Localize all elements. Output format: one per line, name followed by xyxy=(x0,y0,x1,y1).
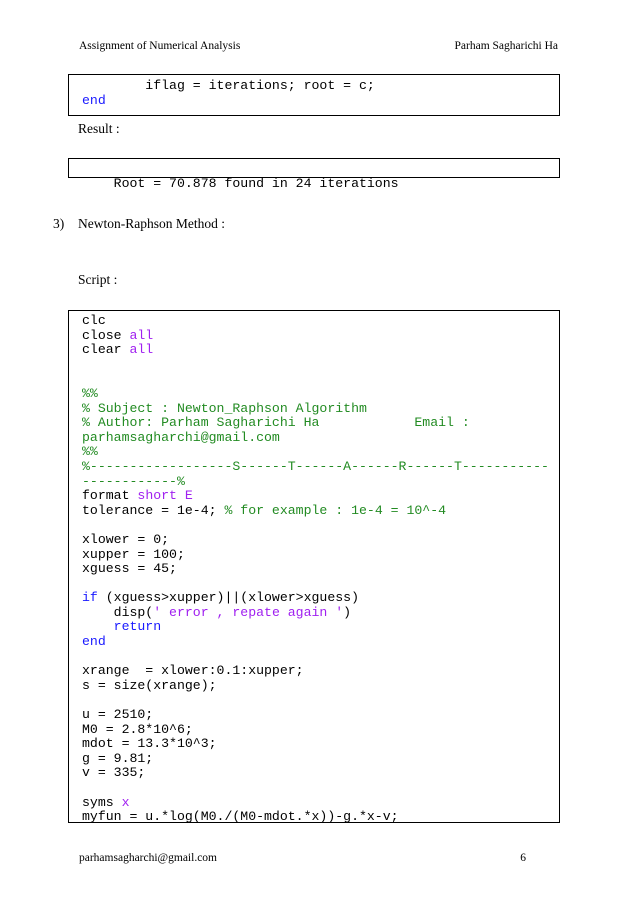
code-token: iflag = iterations; root = c; xyxy=(82,78,375,93)
code-line xyxy=(82,358,559,373)
code-token: %% xyxy=(82,385,98,401)
code-line xyxy=(82,533,559,548)
code-token: xlower = 0; xyxy=(82,531,170,547)
code-token: end xyxy=(82,92,106,108)
code-line xyxy=(82,548,559,563)
code-line xyxy=(82,562,559,577)
script-label: Script : xyxy=(78,272,118,287)
code-token: x xyxy=(121,794,130,810)
code-token: xrange = xlower:0.1:xupper; xyxy=(82,663,304,679)
header-title: Assignment of Numerical Analysis xyxy=(79,40,241,52)
code-line xyxy=(82,679,559,694)
code-token: tolerance = 1e-4; xyxy=(82,502,225,518)
code-token: mdot = 13.3*10^3; xyxy=(82,736,217,752)
code-line xyxy=(82,489,559,504)
code-token: g = 9.81; xyxy=(82,750,154,766)
code-token: xupper = 100; xyxy=(82,546,185,562)
code-line xyxy=(82,781,559,796)
code-line xyxy=(82,416,559,431)
code-token: short E xyxy=(137,488,193,504)
code-line xyxy=(82,387,559,402)
code-line xyxy=(82,577,559,592)
result-label: Result : xyxy=(78,121,120,136)
code-line xyxy=(82,314,559,329)
code-line xyxy=(82,518,559,533)
code-line xyxy=(82,766,559,781)
code-token: clc xyxy=(82,313,106,328)
code-token: s = size(xrange); xyxy=(82,677,217,693)
code-token: v = 335; xyxy=(82,765,146,781)
code-token: all xyxy=(129,342,154,358)
code-line xyxy=(82,650,559,665)
code-token: disp( xyxy=(82,604,154,620)
code-token: clear xyxy=(82,342,130,358)
code-token: all xyxy=(129,327,154,343)
code-line xyxy=(82,343,559,358)
code-token: (xguess>xupper)||(xlower>xguess) xyxy=(97,590,359,606)
code-token: end xyxy=(82,634,106,650)
code-line xyxy=(82,737,559,752)
code-line xyxy=(82,431,559,446)
code-line xyxy=(82,445,559,460)
code-line xyxy=(82,591,559,606)
code-line xyxy=(82,635,559,650)
code-token: % Subject : Newton_Raphson Algorithm xyxy=(82,400,367,416)
code-token: %------------------S------T------A------R------T----------- xyxy=(82,458,549,474)
code-line xyxy=(82,752,559,767)
code-token: ) xyxy=(343,604,352,620)
code-token: M0 = 2.8*10^6; xyxy=(82,721,193,737)
code-token: myfun = u.*log(M0./(M0-mdot.*x))-g.*x-v; xyxy=(82,809,399,825)
code-token: ' error , repate again ' xyxy=(153,604,344,620)
result-output: Root = 70.878 found in 24 iterations xyxy=(113,175,399,191)
code-token: parhamsagharchi@gmail.com xyxy=(82,429,280,445)
code-line xyxy=(82,810,559,825)
header-author: Parham Sagharichi Ha xyxy=(454,40,558,52)
footer-email: parhamsagharchi@gmail.com xyxy=(79,852,217,864)
code-line xyxy=(82,606,559,621)
code-token: ------------% xyxy=(82,473,185,489)
code-line xyxy=(82,79,559,94)
code-token: format xyxy=(82,488,138,504)
code-token: syms xyxy=(82,794,122,810)
code-line xyxy=(82,460,559,475)
code-line xyxy=(82,664,559,679)
code-token: % Author: Parham Sagharichi Ha Email : xyxy=(82,415,470,431)
code-token: return xyxy=(82,619,162,635)
code-token: if xyxy=(82,590,98,606)
code-token: %% xyxy=(82,444,98,460)
code-line xyxy=(82,402,559,417)
code-block-main xyxy=(68,310,560,823)
code-token: % for example : 1e-4 = 10^-4 xyxy=(224,502,447,518)
code-line xyxy=(82,94,559,109)
page-number: 6 xyxy=(520,852,526,864)
code-line xyxy=(82,796,559,811)
result-output-box xyxy=(68,158,560,191)
code-line xyxy=(82,723,559,738)
section-title: Newton-Raphson Method : xyxy=(78,216,225,231)
code-line xyxy=(82,372,559,387)
code-line xyxy=(82,475,559,490)
code-line xyxy=(82,504,559,519)
section-number: 3) xyxy=(53,216,65,231)
code-line xyxy=(82,620,559,635)
code-token: xguess = 45; xyxy=(82,561,177,577)
code-line xyxy=(82,329,559,344)
code-line xyxy=(82,693,559,708)
code-block-top xyxy=(68,74,560,116)
code-token: close xyxy=(82,327,130,343)
code-line xyxy=(82,708,559,723)
code-token: u = 2510; xyxy=(82,707,154,723)
